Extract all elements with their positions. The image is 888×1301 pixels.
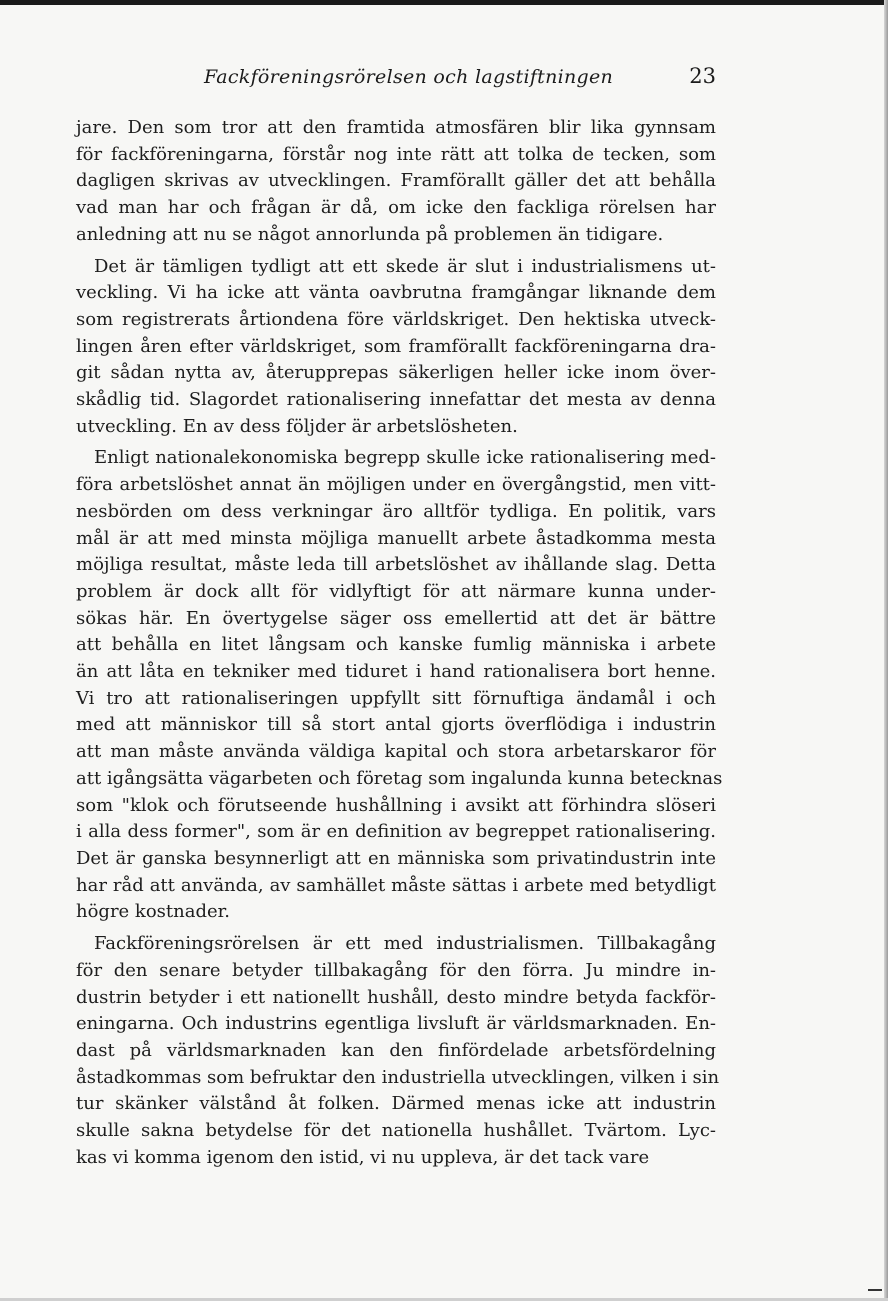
text-line: kas vi komma igenom den istid, vi nu uppleva, är det tack vare: [76, 1146, 650, 1168]
text-line: har råd att använda, av samhället måste sättas i arbete med betydligt: [76, 874, 716, 896]
text-line: dast på världsmarknaden kan den finfördelade arbetsfördelning: [76, 1039, 716, 1061]
text-line: dustrin betyder i ett nationellt hushåll, desto mindre betyda fackför-: [76, 986, 716, 1008]
text-line: skådlig tid. Slagordet rationalisering innefattar det mesta av denna: [76, 389, 716, 411]
text-line: utveckling. En av dess följder är arbetslösheten.: [76, 415, 518, 437]
scan-corner-mark: [868, 1289, 882, 1291]
text-line: som "klok och förutseende hushållning i avsikt att förhindra slöseri: [76, 794, 716, 816]
text-line: lingen åren efter världskriget, som framförallt fackföreningarna dra-: [76, 335, 716, 357]
text-line: Vi tro att rationaliseringen uppfyllt sitt förnuftiga ändamål i och: [76, 687, 716, 709]
text-line: problem är dock allt för vidlyftigt för att närmare kunna under-: [76, 580, 716, 602]
text-line: sökas här. En övertygelse säger oss emellertid att det är bättre: [76, 607, 716, 629]
text-line: för fackföreningarna, förstår nog inte rätt att tolka de tecken, som: [76, 143, 716, 165]
scan-top-edge: [0, 0, 888, 5]
text-line: Det är ganska besynnerligt att en människa som privatindustrin inte: [76, 847, 716, 869]
text-line: som registrerats årtiondena före världskriget. Den hektiska utveck-: [76, 308, 716, 330]
scan-right-edge: [884, 0, 888, 1301]
text-line: Det är tämligen tydligt att ett skede är slut i industrialismens ut-: [94, 255, 716, 277]
text-line: i alla dess former", som är en definition av begreppet rationalisering.: [76, 821, 716, 843]
text-line: att igångsätta vägarbeten och företag som ingalunda kunna betecknas: [76, 767, 723, 789]
text-line: Enligt nationalekonomiska begrepp skulle icke rationalisering med-: [94, 447, 716, 469]
text-line: git sådan nytta av, återupprepas säkerligen heller icke inom över-: [76, 362, 716, 384]
text-line: att behålla en litet långsam och kanske fumlig människa i arbete: [76, 634, 716, 656]
page-number: 23: [689, 64, 716, 88]
text-line: skulle sakna betydelse för det nationella hushållet. Tvärtom. Lyc-: [76, 1120, 716, 1142]
running-title: Fackföreningsrörelsen och lagstiftningen: [204, 66, 614, 88]
text-line: nesbörden om dess verkningar äro alltför tydliga. En politik, vars: [76, 500, 716, 522]
text-line: mål är att med minsta möjliga manuellt arbete åstadkomma mesta: [76, 527, 716, 549]
paragraph: [76, 931, 720, 1171]
body-text: [76, 115, 723, 1176]
text-line: anledning att nu se något annorlunda på problemen än tidigare.: [76, 223, 664, 245]
text-line: att man måste använda väldiga kapital och stora arbetarskaror för: [76, 741, 716, 763]
text-line: med att människor till så stort antal gjorts överflödiga i industrin: [76, 714, 716, 736]
text-line: åstadkommas som befruktar den industriella utvecklingen, vilken i sin: [76, 1066, 720, 1088]
text-line: eningarna. Och industrins egentliga livsluft är världsmarknaden. En-: [76, 1013, 716, 1035]
text-line: möjliga resultat, måste leda till arbetslöshet av ihållande slag. Detta: [76, 554, 716, 576]
text-line: Fackföreningsrörelsen är ett med industrialismen. Tillbakagång: [94, 933, 716, 955]
paragraph: [76, 445, 723, 926]
text-line: högre kostnader.: [76, 901, 230, 923]
text-line: vad man har och frågan är då, om icke den fackliga rörelsen har: [76, 197, 716, 219]
text-line: föra arbetslöshet annat än möjligen under en övergångstid, men vitt-: [76, 474, 716, 496]
text-line: för den senare betyder tillbakagång för den förra. Ju mindre in-: [76, 959, 716, 981]
text-line: veckling. Vi ha icke att vänta oavbrutna framgångar liknande dem: [76, 282, 716, 304]
text-line: jare. Den som tror att den framtida atmosfären blir lika gynnsam: [76, 117, 716, 138]
text-line: dagligen skrivas av utvecklingen. Framförallt gäller det att behålla: [76, 170, 716, 192]
text-line: tur skänker välstånd åt folken. Därmed menas icke att industrin: [76, 1093, 716, 1115]
paragraph: [76, 115, 716, 249]
paragraph: [76, 254, 716, 441]
text-line: än att låta en tekniker med tiduret i hand rationalisera bort henne.: [76, 661, 716, 683]
